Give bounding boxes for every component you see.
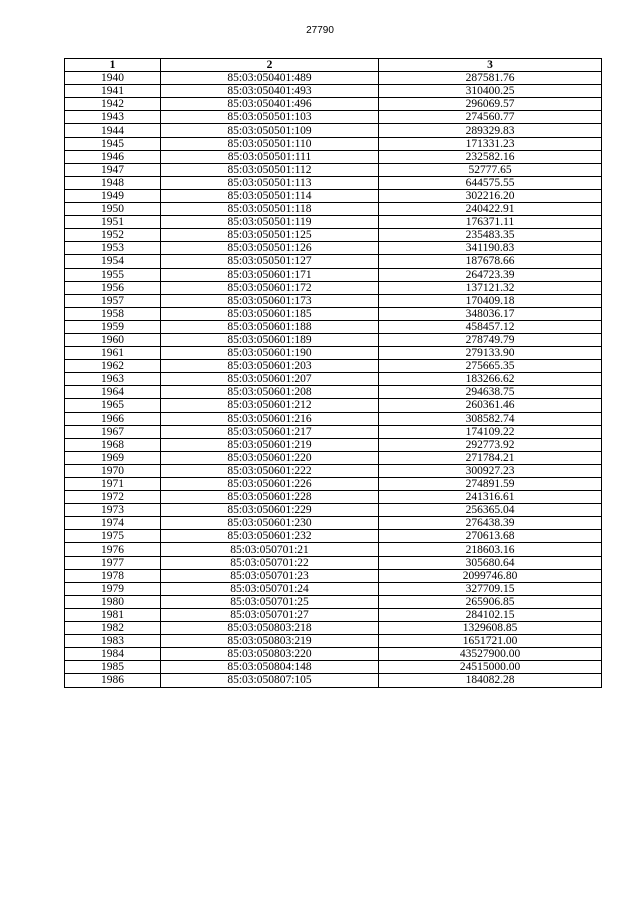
table-cell-col-1: 1967 (65, 425, 161, 438)
table-cell-col-3: 241316.61 (379, 491, 602, 504)
table-row (65, 464, 602, 477)
table-cell-col-3: 184082.28 (379, 674, 602, 687)
table-row (65, 595, 602, 608)
table-cell-col-2: 85:03:050501:113 (161, 176, 379, 189)
table-cell-col-2: 85:03:050501:114 (161, 189, 379, 202)
table-cell-col-3: 296069.57 (379, 98, 602, 111)
table-cell-col-2: 85:03:050501:119 (161, 216, 379, 229)
table-cell-col-1: 1953 (65, 242, 161, 255)
table-cell-col-3: 644575.55 (379, 176, 602, 189)
table-row (65, 622, 602, 635)
table-cell-col-1: 1955 (65, 268, 161, 281)
table-row (65, 478, 602, 491)
table-row (65, 386, 602, 399)
table-cell-col-3: 256365.04 (379, 504, 602, 517)
table-row (65, 268, 602, 281)
table-cell-col-1: 1969 (65, 451, 161, 464)
table-cell-col-2: 85:03:050501:103 (161, 111, 379, 124)
table-row (65, 451, 602, 464)
table-row (65, 648, 602, 661)
table-row (65, 242, 602, 255)
table-cell-col-3: 270613.68 (379, 530, 602, 543)
table-cell-col-1: 1968 (65, 438, 161, 451)
table-cell-col-3: 183266.62 (379, 373, 602, 386)
table-cell-col-3: 174109.22 (379, 425, 602, 438)
table-row (65, 320, 602, 333)
table-cell-col-3: 274891.59 (379, 478, 602, 491)
table-cell-col-1: 1942 (65, 98, 161, 111)
table-cell-col-3: 305680.64 (379, 556, 602, 569)
table-cell-col-3: 292773.92 (379, 438, 602, 451)
table-row (65, 530, 602, 543)
table-cell-col-2: 85:03:050803:219 (161, 635, 379, 648)
table-cell-col-2: 85:03:050804:148 (161, 661, 379, 674)
table-cell-col-3: 137121.32 (379, 281, 602, 294)
table-cell-col-1: 1950 (65, 203, 161, 216)
table-cell-col-3: 264723.39 (379, 268, 602, 281)
table-cell-col-3: 308582.74 (379, 412, 602, 425)
table-row (65, 72, 602, 85)
table-cell-col-2: 85:03:050701:21 (161, 543, 379, 556)
table-cell-col-1: 1961 (65, 347, 161, 360)
table-row (65, 399, 602, 412)
table-cell-col-2: 85:03:050601:203 (161, 360, 379, 373)
table-cell-col-3: 176371.11 (379, 216, 602, 229)
table-cell-col-3: 275665.35 (379, 360, 602, 373)
table-cell-col-1: 1956 (65, 281, 161, 294)
table-cell-col-1: 1951 (65, 216, 161, 229)
table-cell-col-3: 2099746.80 (379, 569, 602, 582)
table-cell-col-2: 85:03:050601:207 (161, 373, 379, 386)
table-cell-col-1: 1959 (65, 320, 161, 333)
table-row (65, 124, 602, 137)
table-cell-col-2: 85:03:050601:222 (161, 464, 379, 477)
table-row (65, 150, 602, 163)
table-row (65, 582, 602, 595)
table-cell-col-1: 1944 (65, 124, 161, 137)
table-row (65, 137, 602, 150)
table-cell-col-1: 1979 (65, 582, 161, 595)
table-row (65, 85, 602, 98)
table-row (65, 360, 602, 373)
table-cell-col-1: 1971 (65, 478, 161, 491)
table-cell-col-3: 310400.25 (379, 85, 602, 98)
table-cell-col-2: 85:03:050701:22 (161, 556, 379, 569)
table-cell-col-2: 85:03:050501:112 (161, 163, 379, 176)
table-cell-col-1: 1983 (65, 635, 161, 648)
table-cell-col-3: 274560.77 (379, 111, 602, 124)
table-cell-col-2: 85:03:050401:496 (161, 98, 379, 111)
table-cell-col-1: 1964 (65, 386, 161, 399)
table-cell-col-3: 271784.21 (379, 451, 602, 464)
table-cell-col-2: 85:03:050601:189 (161, 333, 379, 346)
table-cell-col-1: 1972 (65, 491, 161, 504)
table-row (65, 229, 602, 242)
table-cell-col-2: 85:03:050807:105 (161, 674, 379, 687)
table-cell-col-1: 1985 (65, 661, 161, 674)
table-cell-col-3: 289329.83 (379, 124, 602, 137)
table-cell-col-3: 218603.16 (379, 543, 602, 556)
table-cell-col-1: 1970 (65, 464, 161, 477)
table-cell-col-1: 1982 (65, 622, 161, 635)
table-cell-col-2: 85:03:050601:188 (161, 320, 379, 333)
table-cell-col-1: 1960 (65, 333, 161, 346)
table-cell-col-1: 1976 (65, 543, 161, 556)
table-cell-col-3: 232582.16 (379, 150, 602, 163)
table-cell-col-1: 1957 (65, 294, 161, 307)
table-cell-col-2: 85:03:050601:217 (161, 425, 379, 438)
table-row (65, 163, 602, 176)
table-cell-col-2: 85:03:050601:172 (161, 281, 379, 294)
table-cell-col-2: 85:03:050501:125 (161, 229, 379, 242)
table-cell-col-2: 85:03:050601:208 (161, 386, 379, 399)
table-cell-col-2: 85:03:050601:220 (161, 451, 379, 464)
column-header-1: 1 (65, 59, 161, 72)
table-cell-col-3: 278749.79 (379, 333, 602, 346)
table-row (65, 203, 602, 216)
table-row (65, 412, 602, 425)
table-cell-col-1: 1986 (65, 674, 161, 687)
table-cell-col-3: 341190.83 (379, 242, 602, 255)
table-row (65, 517, 602, 530)
table-cell-col-3: 284102.15 (379, 608, 602, 621)
table-cell-col-3: 171331.23 (379, 137, 602, 150)
table-row (65, 674, 602, 687)
table-cell-col-3: 294638.75 (379, 386, 602, 399)
table-row (65, 608, 602, 621)
table-cell-col-1: 1962 (65, 360, 161, 373)
table-cell-col-1: 1984 (65, 648, 161, 661)
column-header-3: 3 (379, 59, 602, 72)
table-cell-col-1: 1945 (65, 137, 161, 150)
table-row (65, 255, 602, 268)
table-cell-col-2: 85:03:050701:27 (161, 608, 379, 621)
table-cell-col-1: 1947 (65, 163, 161, 176)
table-cell-col-1: 1966 (65, 412, 161, 425)
table-row (65, 504, 602, 517)
table-cell-col-3: 279133.90 (379, 347, 602, 360)
table-cell-col-3: 348036.17 (379, 307, 602, 320)
table-cell-col-2: 85:03:050501:110 (161, 137, 379, 150)
table-cell-col-2: 85:03:050401:493 (161, 85, 379, 98)
column-header-2: 2 (161, 59, 379, 72)
table-cell-col-2: 85:03:050601:229 (161, 504, 379, 517)
table-cell-col-2: 85:03:050601:171 (161, 268, 379, 281)
table-cell-col-2: 85:03:050601:232 (161, 530, 379, 543)
table-cell-col-1: 1949 (65, 189, 161, 202)
table-row (65, 307, 602, 320)
table-cell-col-3: 265906.85 (379, 595, 602, 608)
table-cell-col-2: 85:03:050601:226 (161, 478, 379, 491)
table-cell-col-2: 85:03:050501:111 (161, 150, 379, 163)
header-row (65, 59, 602, 72)
table-cell-col-1: 1981 (65, 608, 161, 621)
table-row (65, 491, 602, 504)
table-cell-col-1: 1977 (65, 556, 161, 569)
table-cell-col-2: 85:03:050701:25 (161, 595, 379, 608)
table-cell-col-2: 85:03:050701:23 (161, 569, 379, 582)
table-cell-col-2: 85:03:050501:126 (161, 242, 379, 255)
table-cell-col-1: 1963 (65, 373, 161, 386)
table-row (65, 294, 602, 307)
table-cell-col-2: 85:03:050501:109 (161, 124, 379, 137)
table-cell-col-1: 1980 (65, 595, 161, 608)
page-number: 27790 (306, 25, 334, 36)
table-cell-col-2: 85:03:050601:190 (161, 347, 379, 360)
table-cell-col-1: 1940 (65, 72, 161, 85)
table-cell-col-1: 1978 (65, 569, 161, 582)
table-cell-col-1: 1946 (65, 150, 161, 163)
table-cell-col-1: 1941 (65, 85, 161, 98)
table-row (65, 216, 602, 229)
table-cell-col-2: 85:03:050601:216 (161, 412, 379, 425)
table-cell-col-3: 260361.46 (379, 399, 602, 412)
table-cell-col-1: 1954 (65, 255, 161, 268)
table-cell-col-2: 85:03:050601:230 (161, 517, 379, 530)
table-row (65, 347, 602, 360)
table-cell-col-3: 43527900.00 (379, 648, 602, 661)
table-cell-col-3: 1651721.00 (379, 635, 602, 648)
table-cell-col-3: 300927.23 (379, 464, 602, 477)
table-cell-col-2: 85:03:050501:127 (161, 255, 379, 268)
table-cell-col-3: 287581.76 (379, 72, 602, 85)
table-row (65, 661, 602, 674)
table-cell-col-3: 24515000.00 (379, 661, 602, 674)
table-body (65, 72, 602, 687)
table-row (65, 281, 602, 294)
table-row (65, 543, 602, 556)
table-row (65, 98, 602, 111)
table-cell-col-1: 1974 (65, 517, 161, 530)
table-cell-col-3: 240422.91 (379, 203, 602, 216)
table-cell-col-3: 327709.15 (379, 582, 602, 595)
table-cell-col-3: 276438.39 (379, 517, 602, 530)
table-cell-col-1: 1975 (65, 530, 161, 543)
table-row (65, 635, 602, 648)
table-cell-col-2: 85:03:050601:228 (161, 491, 379, 504)
table-row (65, 111, 602, 124)
table-cell-col-2: 85:03:050401:489 (161, 72, 379, 85)
table-cell-col-1: 1952 (65, 229, 161, 242)
table-cell-col-3: 1329608.85 (379, 622, 602, 635)
table-row (65, 569, 602, 582)
table-cell-col-1: 1948 (65, 176, 161, 189)
table-cell-col-1: 1943 (65, 111, 161, 124)
table-cell-col-3: 52777.65 (379, 163, 602, 176)
table-cell-col-2: 85:03:050803:220 (161, 648, 379, 661)
table-cell-col-2: 85:03:050803:218 (161, 622, 379, 635)
table-row (65, 189, 602, 202)
table-row (65, 176, 602, 189)
table-cell-col-3: 170409.18 (379, 294, 602, 307)
table-row (65, 425, 602, 438)
table-row (65, 373, 602, 386)
table-cell-col-2: 85:03:050601:185 (161, 307, 379, 320)
data-table (64, 58, 602, 688)
table-cell-col-3: 235483.35 (379, 229, 602, 242)
table-cell-col-1: 1965 (65, 399, 161, 412)
table-cell-col-2: 85:03:050501:118 (161, 203, 379, 216)
table-row (65, 556, 602, 569)
table-cell-col-3: 302216.20 (379, 189, 602, 202)
table-cell-col-1: 1973 (65, 504, 161, 517)
table-cell-col-2: 85:03:050701:24 (161, 582, 379, 595)
table-row (65, 333, 602, 346)
table-cell-col-2: 85:03:050601:219 (161, 438, 379, 451)
table-cell-col-3: 458457.12 (379, 320, 602, 333)
table-cell-col-2: 85:03:050601:212 (161, 399, 379, 412)
table-cell-col-3: 187678.66 (379, 255, 602, 268)
table-row (65, 438, 602, 451)
table-cell-col-2: 85:03:050601:173 (161, 294, 379, 307)
table-cell-col-1: 1958 (65, 307, 161, 320)
